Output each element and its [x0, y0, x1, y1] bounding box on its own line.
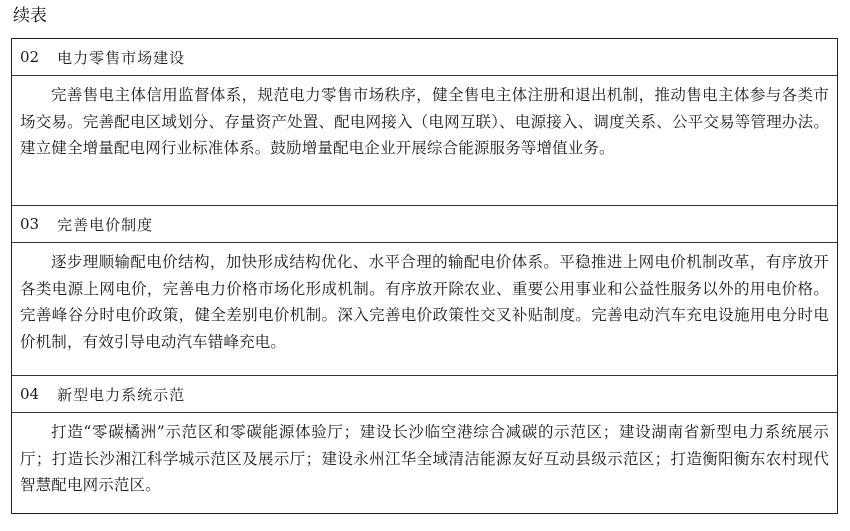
- section-header-02: [12, 39, 837, 76]
- section-body-03: 逐步理顺输配电价结构，加快形成结构优化、水平合理的输配电价体系。平稳推进上网电价机制改革，有序放开各类电源上网电价，完善电力价格市场化形成机制。有序放开除农业、重要公用事业和公益性服务以外的用电价格。完善峰谷分时电价政策，健全差别电价机制。深入完善电价政策性交叉补贴制度。完善电动汽车充电设施用电分时电价机制，有效引导电动汽车错峰充电。: [12, 243, 837, 376]
- section-number: 02: [20, 48, 40, 66]
- policy-table: [11, 38, 838, 514]
- section-header-03: [12, 206, 837, 243]
- section-title: 完善电价制度: [57, 215, 154, 234]
- section-body-02: 完善售电主体信用监督体系，规范电力零售市场秩序，健全售电主体注册和退出机制，推动售电主体参与各类市场交易。完善配电区域划分、存量资产处置、配电网接入（电网互联）、电源接入、调度关系、公平交易等管理办法。建立健全增量配电网行业标准体系。鼓励增量配电企业开展综合能源服务等增值业务。: [12, 76, 837, 206]
- section-number: 03: [20, 215, 40, 233]
- section-number: 04: [20, 385, 40, 403]
- section-header-04: [12, 376, 837, 413]
- section-title: 新型电力系统示范: [57, 385, 186, 404]
- section-body-04: 打造“零碳橘洲”示范区和零碳能源体验厅；建设长沙临空港综合减碳的示范区；建设湖南省新型电力系统展示厅；打造长沙湘江科学城示范区及展示厅；建设永州江华全域清洁能源友好互动县级示范区；打造衡阳衡东农村现代智慧配电网示范区。: [20, 423, 829, 494]
- section-title: 电力零售市场建设: [57, 48, 186, 67]
- table-caption: 续表: [13, 6, 47, 26]
